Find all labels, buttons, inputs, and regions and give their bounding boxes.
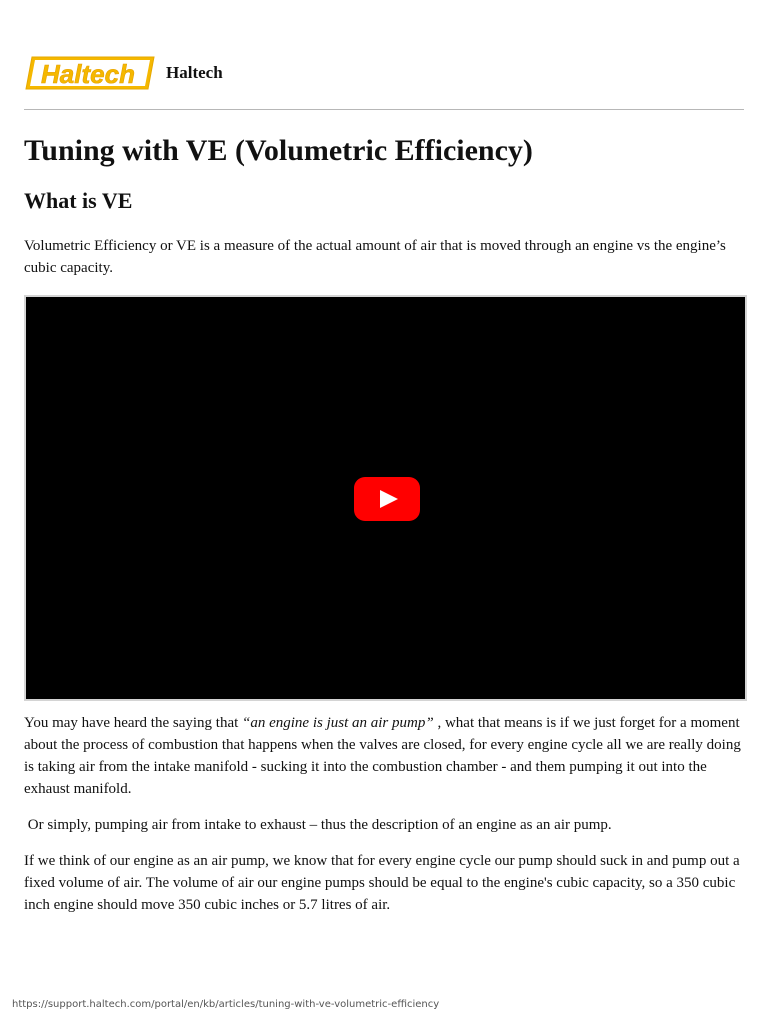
youtube-play-icon[interactable]	[354, 477, 420, 521]
logo-text: Haltech	[41, 59, 135, 89]
air-pump-quote: “an engine is just an air pump”	[242, 715, 434, 731]
section-heading: What is VE	[24, 188, 133, 213]
summary-paragraph: Or simply, pumping air from intake to exhaust – thus the description of an engine as an air pump.	[24, 817, 612, 833]
haltech-logo[interactable]	[24, 55, 156, 91]
intro-paragraph: Volumetric Efficiency or VE is a measure of the actual amount of air that is moved through an engine vs the engine’s cubic capacity.	[24, 238, 726, 276]
page-url-footer: https://support.haltech.com/portal/en/kb/articles/tuning-with-ve-volumetric-efficiency	[12, 999, 440, 1010]
site-header	[24, 55, 223, 91]
article-title: Tuning with VE (Volumetric Efficiency)	[24, 134, 533, 167]
youtube-video-embed[interactable]	[24, 295, 747, 701]
cubic-capacity-paragraph: If we think of our engine as an air pump, we know that for every engine cycle our pump should suck in and pump out a fixed volume of air. The volume of air our engine pumps should be equal to the engine's cubic capacity, so a 350 cubic inch engine should move 350 cubic inches or 5.7 litres of air.	[24, 853, 740, 913]
header-divider	[24, 109, 744, 110]
paragraph-text-after-quote: , what that means is if we just forget for a moment about the process of combustion that happens when the valves are closed, for every engine cycle all we are really doing is taking air from the intake manifold - sucking it into the combustion chamber - and them pumping it out into the exhaust manifold.	[24, 715, 741, 797]
site-name[interactable]: Haltech	[166, 63, 223, 82]
paragraph-text-before-quote: You may have heard the saying that	[24, 715, 243, 731]
air-pump-paragraph	[24, 712, 748, 800]
